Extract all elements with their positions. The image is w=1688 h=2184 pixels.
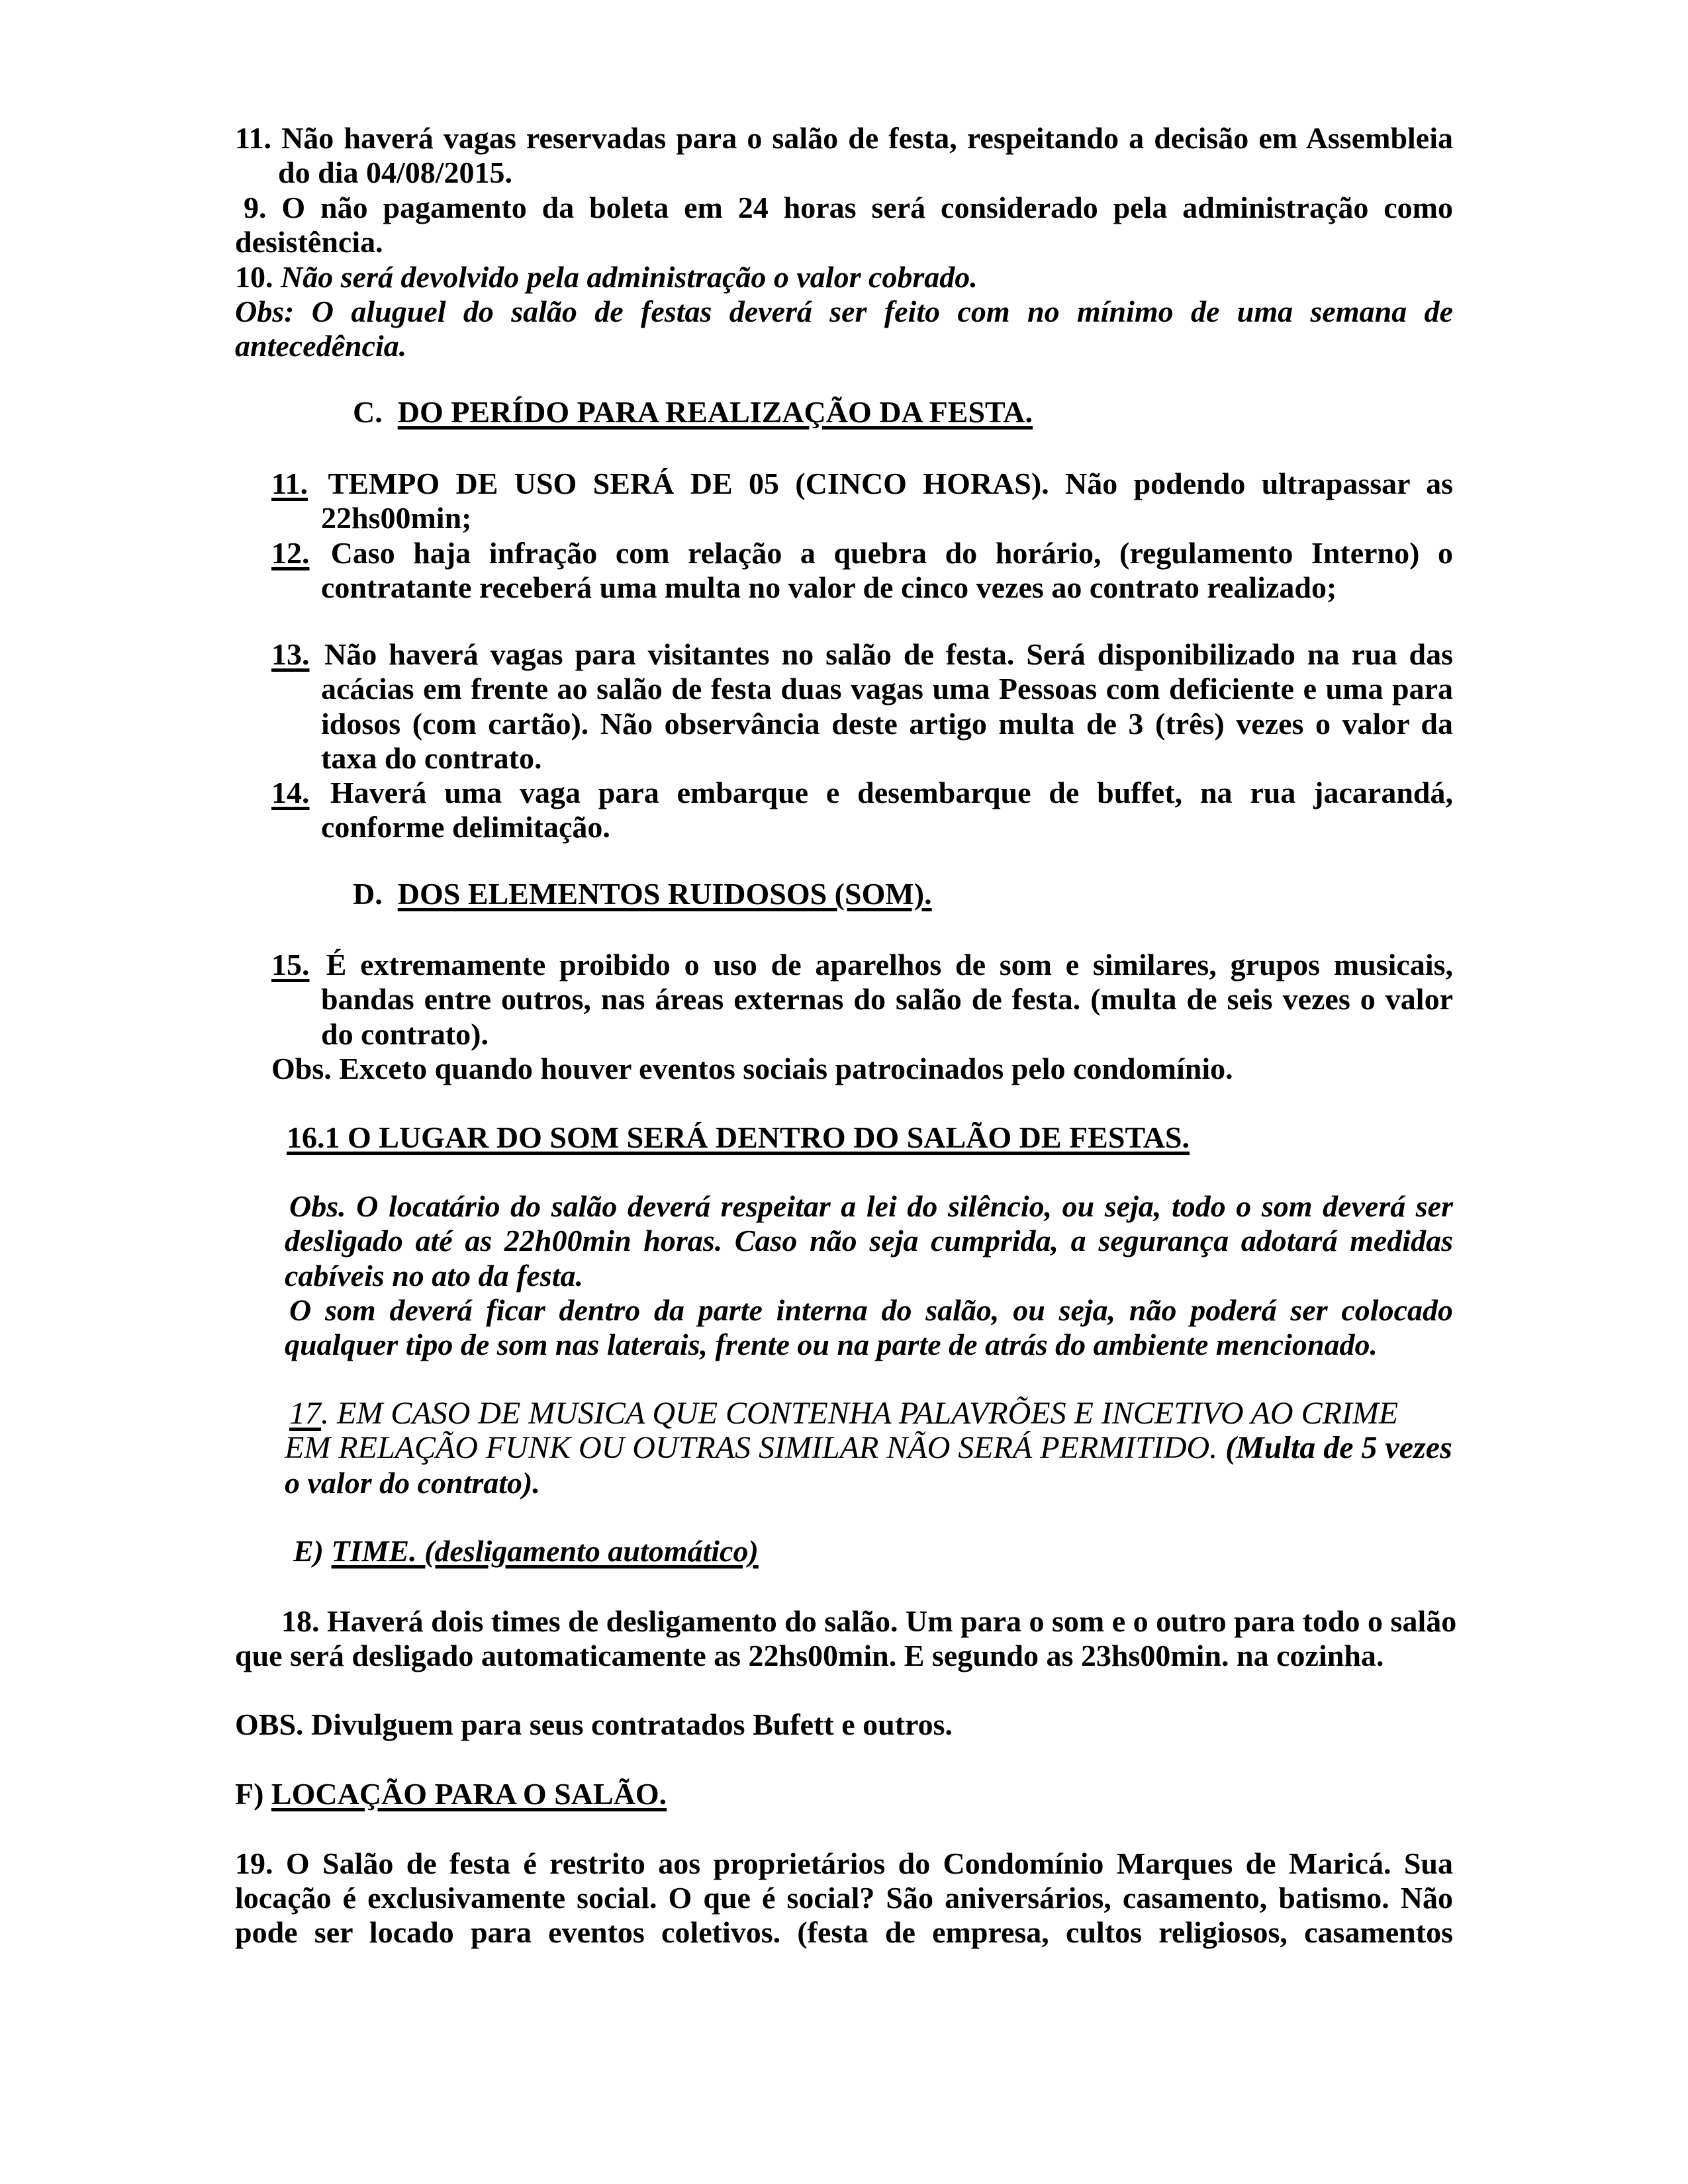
obs-italic-line4: O som deverá ficar dentro da parte interna do salão, ou seja, não poderá ser colocado <box>289 1293 1453 1327</box>
item-number: 14. <box>271 776 310 809</box>
item-13-line3: idosos (com cartão). Não observância deste artigo multa de 3 (três) vezes o valor da <box>321 707 1453 741</box>
section-letter: C. <box>353 395 383 429</box>
item-15-line3: do contrato). <box>321 1017 489 1051</box>
item-number: 9. <box>244 191 267 224</box>
section-title: DO PERÍDO PARA REALIZAÇÃO DA FESTA. <box>397 395 1033 429</box>
section-title: 16.1 O LUGAR DO SOM SERÁ DENTRO DO SALÃO DE FESTAS. <box>287 1120 1190 1154</box>
item-11-line1 <box>271 467 1453 501</box>
item-9-line2: desistência. <box>235 225 383 259</box>
item-15-line1 <box>271 948 1453 982</box>
item-12-line2: contratante receberá uma multa no valor de cinco vezes ao contrato realizado; <box>321 570 1337 604</box>
item-number: 11. <box>271 467 308 500</box>
item-text: Não haverá vagas reservadas para o salão de festa, respeitando a decisão em Assembleia <box>281 121 1454 155</box>
section-f-heading <box>235 1777 1453 1811</box>
item-11a-line2: do dia 04/08/2015. <box>278 156 513 189</box>
item-number: 10. <box>235 260 273 294</box>
obs-e: OBS. Divulguem para seus contratados Bufett e outros. <box>235 1707 953 1741</box>
item-13-line2: acácias em frente ao salão de festa duas vagas uma Pessoas com deficiente e uma para <box>321 672 1453 705</box>
item-17-line1 <box>289 1396 1453 1431</box>
item-18-line1: 18. Haverá dois times de desligamento do salão. Um para o som e o outro para todo o salão <box>281 1604 1457 1638</box>
section-letter: E) <box>293 1534 324 1568</box>
item-text: É extremamente proibido o uso de aparelhos de som e similares, grupos musicais, <box>326 948 1453 981</box>
item-number: 13. <box>271 637 310 671</box>
item-text-tail: (Multa de 5 vezes <box>1217 1430 1452 1465</box>
item-16-1-heading <box>287 1120 1505 1155</box>
item-17-line2 <box>285 1431 1453 1465</box>
item-number: 15. <box>271 948 310 981</box>
item-text: O não pagamento da boleta em 24 horas será considerado pela administração como <box>281 191 1453 224</box>
obs-italic-line1: Obs. O locatário do salão deverá respeitar a lei do silêncio, ou seja, todo o som deverá ser <box>289 1189 1453 1223</box>
obs-italic-line2: desligado até as 22h00min horas. Caso não seja cumprida, a segurança adotará medidas <box>285 1224 1453 1257</box>
section-e-heading <box>293 1534 1511 1569</box>
obs-italic-line3: cabíveis no ato da festa. <box>285 1259 583 1293</box>
item-18-line2: que será desligado automaticamente as 22hs00min. E segundo as 23hs00min. na cozinha. <box>235 1639 1384 1672</box>
item-14-line2: conforme delimitação. <box>321 810 610 844</box>
item-text: TEMPO DE USO SERÁ DE 05 (CINCO HORAS). Não podendo ultrapassar as <box>328 467 1454 500</box>
section-letter: D. <box>353 877 383 911</box>
item-text: . EM CASO DE MUSICA QUE CONTENHA PALAVRÕES E INCETIVO AO CRIME <box>321 1396 1399 1431</box>
obs-italic-line5: qualquer tipo de som nas laterais, frente ou na parte de atrás do ambiente mencionado. <box>285 1328 1378 1361</box>
item-text: Não haverá vagas para visitantes no salão de festa. Será disponibilizado na rua das <box>324 637 1453 671</box>
item-14-line1 <box>271 776 1453 810</box>
item-text: Haverá uma vaga para embarque e desembarque de buffet, na rua jacarandá, <box>330 776 1453 809</box>
item-number: 11. <box>235 121 271 155</box>
item-text: EM RELAÇÃO FUNK OU OUTRAS SIMILAR NÃO SERÁ PERMITIDO. <box>285 1430 1218 1465</box>
item-19-line2: locação é exclusivamente social. O que é social? São aniversários, casamento, batismo. Não <box>235 1881 1453 1915</box>
item-number: 12. <box>271 536 310 570</box>
item-19-line1: 19. O Salão de festa é restrito aos proprietários do Condomínio Marques de Maricá. Sua <box>235 1846 1453 1880</box>
item-10 <box>235 260 1453 295</box>
item-12-line1 <box>271 536 1453 570</box>
item-17-line3: o valor do contrato). <box>285 1466 540 1500</box>
item-text: Caso haja infração com relação a quebra do horário, (regulamento Interno) o <box>330 536 1454 570</box>
item-13-line4: taxa do contrato. <box>321 741 542 775</box>
section-title: TIME. (desligamento automático) <box>331 1534 759 1568</box>
section-title: DOS ELEMENTOS RUIDOSOS (SOM). <box>397 877 932 911</box>
item-15-line2: bandas entre outros, nas áreas externas do salão de festa. (multa de seis vezes o valor <box>321 982 1453 1016</box>
obs-b-line2: antecedência. <box>235 329 407 363</box>
obs-d: Obs. Exceto quando houver eventos sociais patrocinados pelo condomínio. <box>271 1052 1233 1085</box>
item-number: 17 <box>289 1396 321 1431</box>
item-19-line3: pode ser locado para eventos coletivos. (festa de empresa, cultos religiosos, casamentos <box>235 1915 1453 1949</box>
item-text: Não será devolvido pela administração o valor cobrado. <box>281 260 978 294</box>
obs-b-line1: Obs: O aluguel do salão de festas deverá ser feito com no mínimo de uma semana de <box>235 295 1453 328</box>
section-d-heading <box>353 877 1571 911</box>
item-13-line1 <box>271 637 1453 672</box>
item-11-line2: 22hs00min; <box>321 501 472 535</box>
section-c-heading <box>353 395 1571 430</box>
item-11a-line1 <box>235 121 1453 156</box>
item-9-line1 <box>244 191 1453 225</box>
section-letter: F) <box>235 1777 264 1811</box>
section-title: LOCAÇÃO PARA O SALÃO. <box>271 1777 667 1811</box>
